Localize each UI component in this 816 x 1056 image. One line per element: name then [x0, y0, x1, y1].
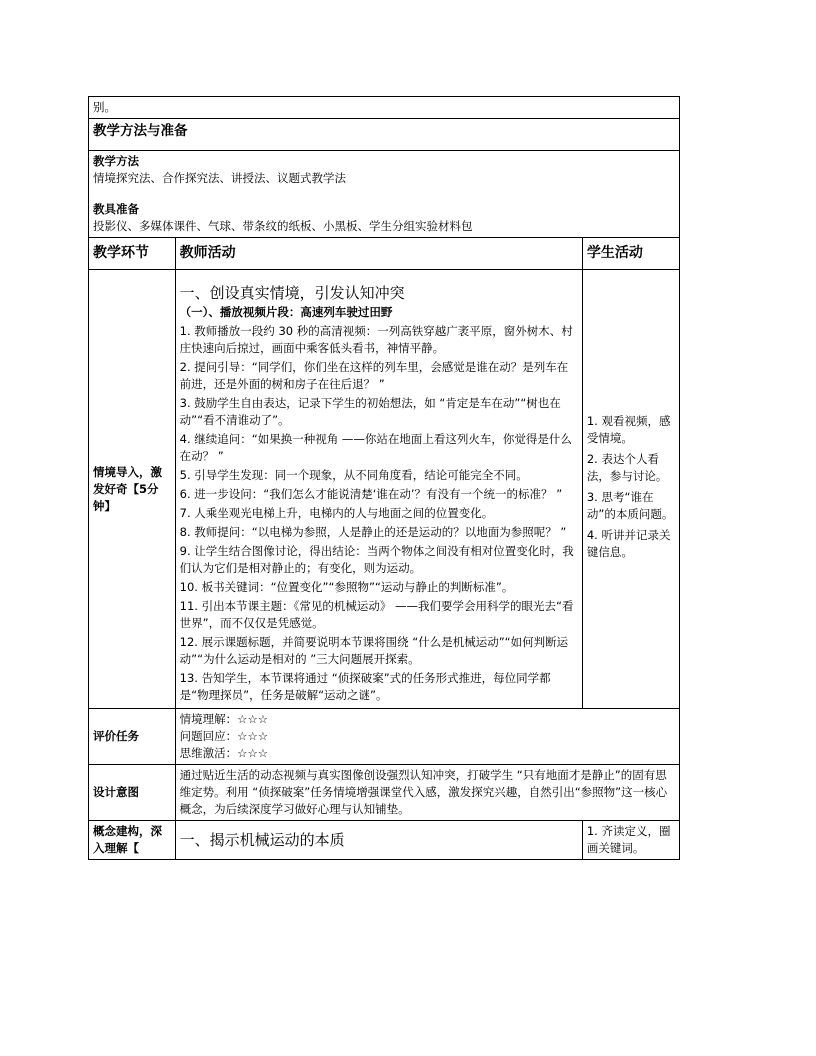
step-item: 4. 继续追问：“如果换一种视角 ——你站在地面上看这列火车，你觉得是什么在动？ ” [179, 432, 572, 463]
step-item: 8. 教师提问：“以电梯为参照，人是静止的还是运动的？以地面为参照呢？ ” [179, 525, 567, 539]
phase2-row [89, 821, 680, 860]
methods-content [89, 151, 680, 238]
step-item: 5. 引导学生发现：同一个现象，从不同角度看，结论可能完全不同。 [179, 468, 528, 482]
top-fragment-row [89, 97, 680, 119]
step-item: 6. 进一步设问：“我们怎么才能说清楚‘谁在动’？有没有一个统一的标准？ ” [179, 487, 563, 501]
phase1-student-activity [582, 270, 679, 709]
phase2-teacher-activity [175, 821, 582, 860]
methods-label: 教学方法 [93, 154, 139, 168]
evaluation-row [89, 709, 680, 765]
design-intent-label: 设计意图 [89, 765, 176, 821]
methods-section-title: 教学方法与准备 [89, 119, 680, 151]
lesson-plan-table [88, 96, 680, 860]
phase2-student-activity: 1. 齐读定义，圈画关键词。 [582, 821, 679, 860]
design-intent-row [89, 765, 680, 821]
tools-text: 投影仪、多媒体课件、气球、带条纹的纸板、小黑板、学生分组实验材料包 [93, 219, 473, 233]
step-item: 13. 告知学生，本节课将通过 “侦探破案”式的任务形式推进，每位同学都是“物理探员”，任务是破解“运动之谜”。 [179, 671, 551, 702]
header-student: 学生活动 [582, 238, 679, 270]
step-item: 11. 引出本节课主题：《常见的机械运动》 ——我们要学会用科学的眼光去“看世界”，而不仅仅是凭感觉。 [179, 599, 574, 630]
evaluation-item: 情境理解：☆☆☆ [179, 712, 269, 726]
student-activity-item: 3. 思考“谁在动”的本质问题。 [586, 490, 674, 521]
design-intent-text: 通过贴近生活的动态视频与真实图像创设强烈认知冲突，打破学生 “只有地面才是静止”的固有思维定势。利用 “侦探破案”任务情境增强课堂代入感，激发探究兴趣，自然引出“参照物”这一核心概念，为后续深度学习做好心理与认知铺垫。 [175, 765, 679, 821]
step-item: 7. 人乘坐观光电梯上升，电梯内的人与地面之间的位置变化。 [179, 506, 494, 520]
table-header-row [89, 238, 680, 270]
methods-title-row [89, 119, 680, 151]
phase2-name: 概念建构，深入理解【 [89, 821, 176, 860]
lesson-plan-document [88, 96, 680, 860]
phase1-name: 情境导入，激发好奇【5分钟】 [89, 270, 176, 709]
header-phase: 教学环节 [89, 238, 176, 270]
student-activity-item: 4. 听讲并记录关键信息。 [586, 528, 671, 559]
student-activity-item: 2. 表达个人看法，参与讨论。 [586, 452, 668, 483]
evaluation-label: 评价任务 [89, 709, 176, 765]
methods-text: 情境探究法、合作探究法、讲授法、议题式教学法 [93, 171, 346, 185]
phase1-subheading: （一）、播放视频片段：高速列车驶过田野 [179, 305, 393, 319]
phase1-heading: 一、创设真实情境，引发认知冲突 [179, 284, 405, 302]
evaluation-item: 问题回应：☆☆☆ [179, 729, 269, 743]
evaluation-items [175, 709, 679, 765]
student-activity-item: 1. 观看视频，感受情境。 [586, 414, 671, 445]
step-item: 12. 展示课题标题，并简要说明本节课将围绕 “什么是机械运动”“如何判断运动”“为什么运动是相对的 ”三大问题展开探索。 [179, 635, 569, 666]
phase2-heading: 一、揭示机械运动的本质 [179, 831, 345, 849]
step-item: 10. 板书关键词：“位置变化”“参照物”“运动与静止的判断标准”。 [179, 580, 514, 594]
step-item: 2. 提问引导：“同学们，你们坐在这样的列车里，会感觉是谁在动？是列车在前进，还是外面的树和房子在往后退？ ” [179, 360, 569, 391]
step-item: 1. 教师播放一段约 30 秒的高清视频：一列高铁穿越广袤平原，窗外树木、村庄快速向后掠过，画面中乘客低头看书，神情平静。 [179, 324, 573, 355]
step-item: 9. 让学生结合图像讨论，得出结论：当两个物体之间没有相对位置变化时，我们认为它们是相对静止的；有变化，则为运动。 [179, 544, 574, 575]
tools-label: 教具准备 [93, 202, 139, 216]
methods-content-row [89, 151, 680, 238]
step-item: 3. 鼓励学生自由表达，记录下学生的初始想法，如 “肯定是车在动”“树也在动”“看不清谁动了”。 [179, 396, 561, 427]
evaluation-item: 思维激活：☆☆☆ [179, 746, 269, 760]
phase1-teacher-activity [175, 270, 582, 709]
header-teacher: 教师活动 [175, 238, 582, 270]
phase1-row [89, 270, 680, 709]
top-fragment: 别。 [89, 97, 680, 119]
